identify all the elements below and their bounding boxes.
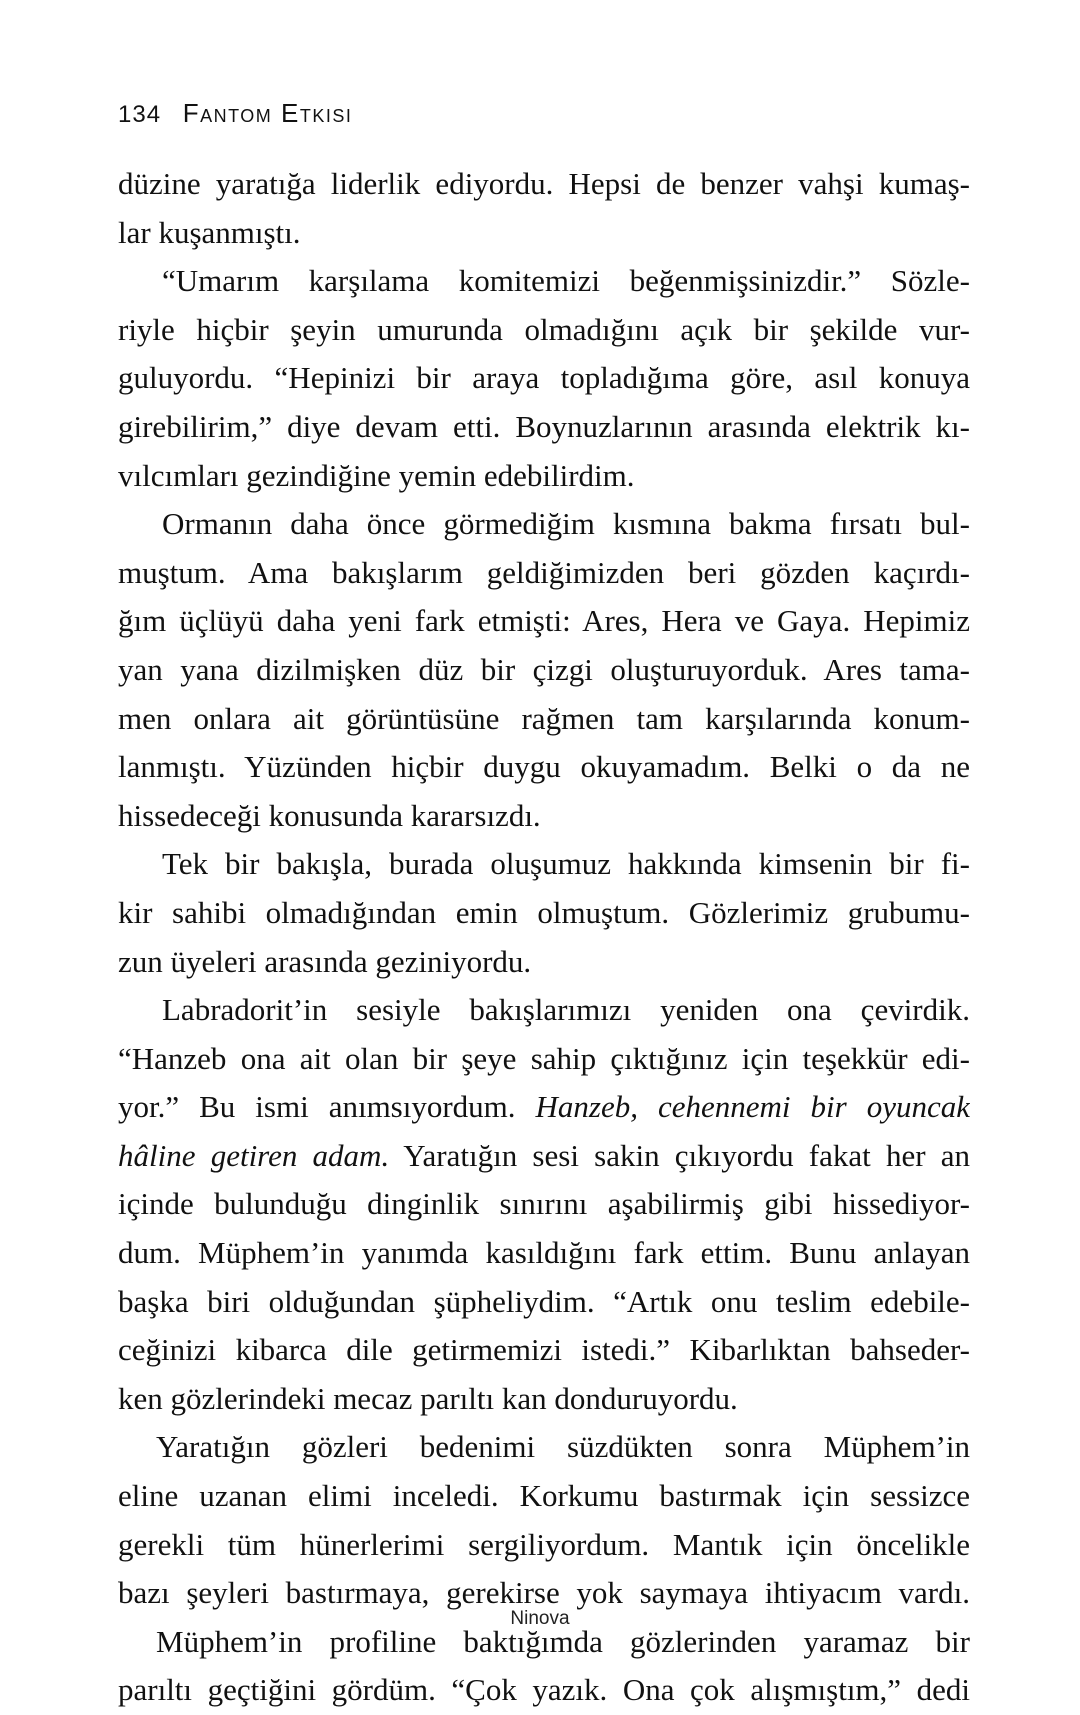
text-line: hissedeceği konusunda kararsızdı.	[118, 797, 541, 833]
text-line: ceğinizi kibarca dile getirmemizi istedi.” Kibarlıktan bahseder-	[118, 1332, 970, 1368]
text-line: “Hanzeb ona ait olan bir şeye sahip çıktığınız için teşekkür edi-	[118, 1040, 970, 1076]
publisher-footer: Ninova	[510, 1608, 570, 1629]
text-line: başka biri olduğundan şüpheliydim. “Artık onu teslim edebile-	[118, 1283, 970, 1319]
italic-phrase: Hanzeb, cehennemi bir oyuncak	[535, 1089, 970, 1125]
text-line: zun üyeleri arasında geziniyordu.	[118, 943, 532, 979]
text-line: lar kuşanmıştı.	[118, 214, 301, 250]
text-line: dum. Müphem’in yanımda kasıldığını fark ettim. Bunu anlayan	[118, 1235, 970, 1271]
text-line: Müphem’in profiline baktığımda gözlerinden yaramaz bir	[156, 1623, 970, 1659]
text-line: Tek bir bakışla, burada oluşumuz hakkında kimsenin bir fi-	[162, 846, 970, 882]
text-line: guluyordu. “Hepinizi bir araya topladığıma göre, asıl konuya	[118, 360, 970, 396]
text-line: men onlara ait görüntüsüne rağmen tam karşılarında konum-	[118, 700, 970, 736]
text-line: muştum. Ama bakışlarım geldiğimizden beri gözden kaçırdı-	[118, 554, 970, 590]
running-header	[118, 98, 352, 129]
italic-phrase: hâline getiren adam.	[118, 1137, 390, 1173]
text-segment: yor.” Bu ismi anımsıyordum.	[118, 1089, 536, 1125]
text-line: vılcımları gezindiğine yemin edebilirdim.	[118, 457, 635, 493]
text-line: eline uzanan elimi inceledi. Korkumu bastırmak için sessizce	[118, 1478, 970, 1514]
text-line: yan yana dizilmişken düz bir çizgi oluşturuyorduk. Ares tama-	[118, 651, 970, 687]
text-line: parıltı geçtiğini gördüm. “Çok yazık. Ona çok alışmıştım,” dedi	[118, 1672, 970, 1708]
text-line: gerekli tüm hünerlerimi sergiliyordum. Mantık için öncelikle	[118, 1526, 970, 1562]
text-line	[118, 1132, 970, 1181]
text-line: “Umarım karşılama komitemizi beğenmişsinizdir.” Sözle-	[162, 263, 970, 299]
text-line: ğım üçlüyü daha yeni fark etmişti: Ares, Hera ve Gaya. Hepimiz	[118, 603, 970, 639]
text-line: girebilirim,” diye devam etti. Boynuzlarının arasında elektrik kı-	[118, 408, 970, 444]
text-line: bazı şeyleri bastırmaya, gerekirse yok saymaya ihtiyacım vardı.	[118, 1575, 970, 1611]
text-line: kir sahibi olmadığından emin olmuştum. Gözlerimiz grubumu-	[118, 894, 970, 930]
text-line	[118, 1083, 970, 1132]
text-line: lanmıştı. Yüzünden hiçbir duygu okuyamadım. Belki o da ne	[118, 749, 970, 785]
page-number: 134	[118, 101, 162, 128]
text-segment: Yaratığın sesi sakin çıkıyordu fakat her an	[389, 1137, 970, 1173]
text-line: ken gözlerindeki mecaz parıltı kan donduruyordu.	[118, 1380, 738, 1416]
text-line: düzine yaratığa liderlik ediyordu. Hepsi de benzer vahşi kumaş-	[118, 166, 970, 201]
book-title: Fantom Etkisi	[182, 98, 353, 128]
text-line: Labradorit’in sesiyle bakışlarımızı yeniden ona çevirdik.	[162, 992, 970, 1028]
body-text	[118, 160, 970, 1715]
text-line: Ormanın daha önce görmediğim kısmına bakma fırsatı bul-	[162, 506, 970, 542]
text-line: riyle hiçbir şeyin umurunda olmadığını açık bir şekilde vur-	[118, 311, 970, 347]
text-line: Yaratığın gözleri bedenimi süzdükten sonra Müphem’in	[156, 1429, 970, 1465]
text-line: içinde bulunduğu dinginlik sınırını aşabilirmiş gibi hissediyor-	[118, 1186, 970, 1222]
